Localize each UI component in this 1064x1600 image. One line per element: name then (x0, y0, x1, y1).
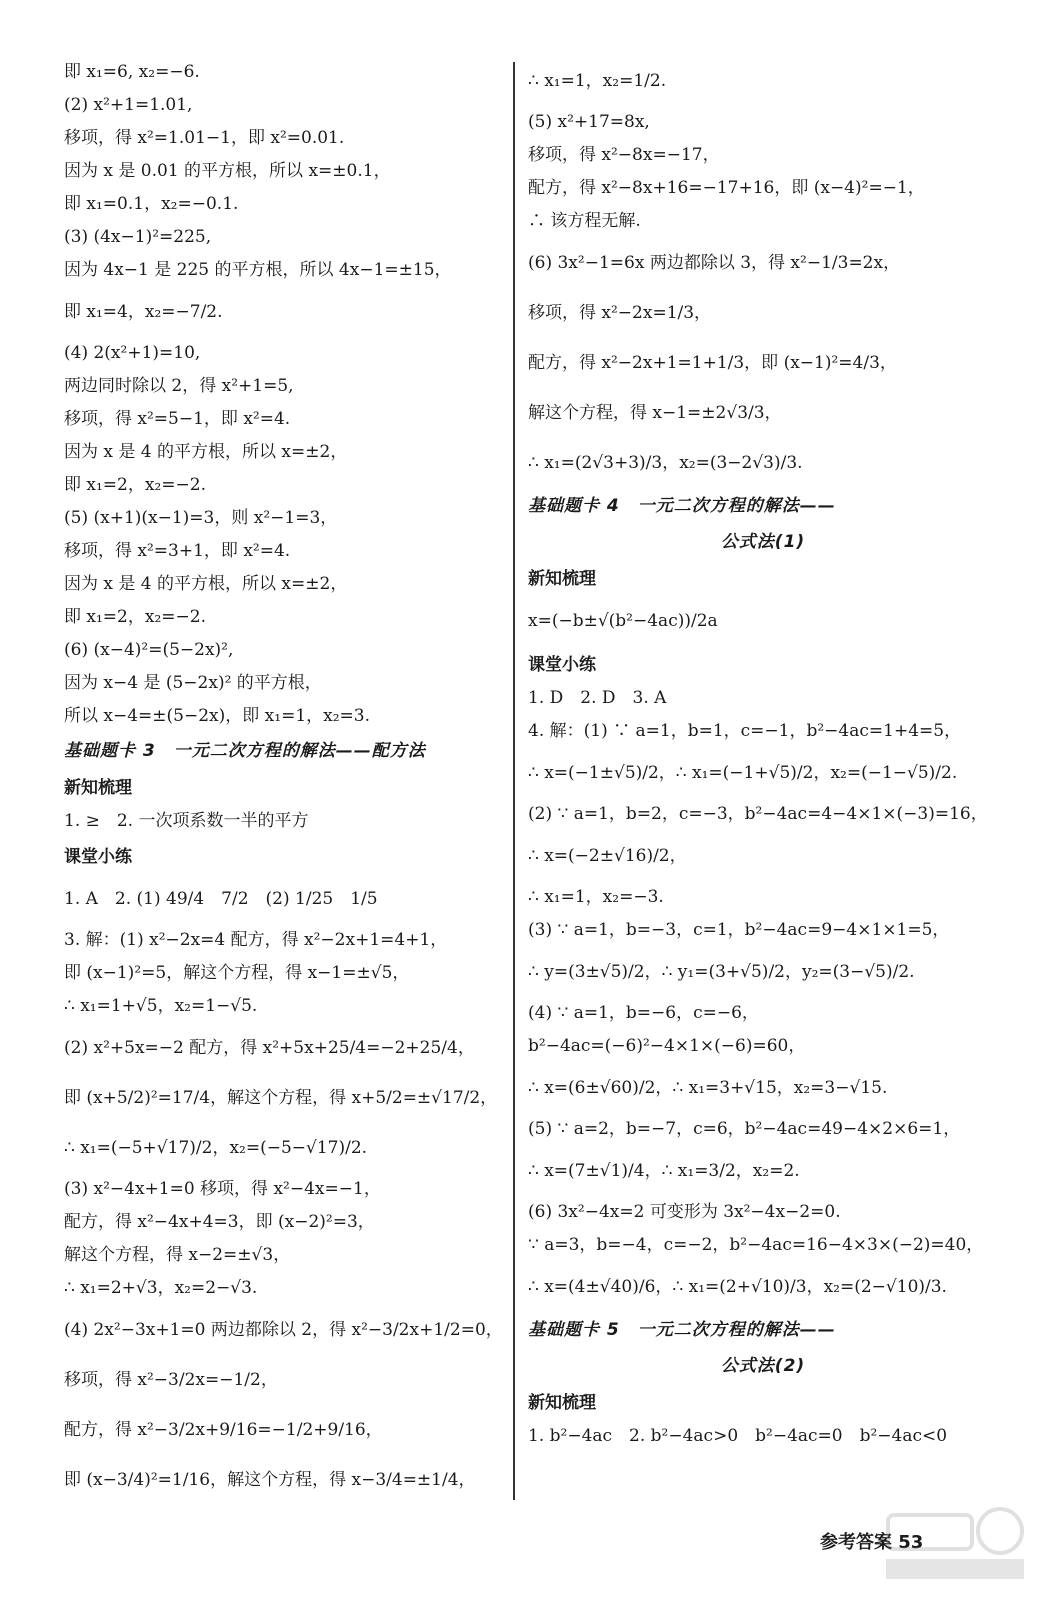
section-heading: 新知梳理 (64, 778, 132, 798)
answer-line: ∴ x₁=2+√3，x₂=2−√3. (64, 1278, 258, 1298)
answer-line: (3) x²−4x+1=0 移项，得 x²−4x=−1， (64, 1179, 381, 1199)
answer-line: 所以 x−4=±(5−2x)，即 x₁=1，x₂=3. (64, 706, 370, 726)
answer-line: 即 x₁=6, x₂=−6. (64, 62, 200, 82)
answer-line: 因为 x 是 0.01 的平方根，所以 x=±0.1， (64, 161, 391, 181)
answer-line: 移项，得 x²−8x=−17， (528, 145, 720, 165)
answer-line: 即 x₁=0.1，x₂=−0.1. (64, 194, 239, 214)
answer-line: (6) (x−4)²=(5−2x)², (64, 640, 234, 660)
answer-line: 因为 x 是 4 的平方根，所以 x=±2， (64, 574, 348, 594)
answer-line: 因为 x 是 4 的平方根，所以 x=±2， (64, 442, 348, 462)
answer-line: x=(−b±√(b²−4ac))/2a (528, 611, 718, 631)
answer-line: (4) 2x²−3x+1=0 两边都除以 2，得 x²−3/2x+1/2=0， (64, 1320, 503, 1340)
answer-line: 即 (x−3/4)²=1/16，解这个方程，得 x−3/4=±1/4， (64, 1470, 476, 1490)
answer-line: 配方，得 x²−4x+4=3，即 (x−2)²=3， (64, 1212, 375, 1232)
answer-line: (3) ∵ a=1，b=−3，c=1，b²−4ac=9−4×1×1=5， (528, 920, 950, 940)
answer-line: 移项，得 x²=5−1，即 x²=4. (64, 409, 291, 429)
page-number: 53 (898, 1532, 924, 1553)
answer-line: 即 x₁=2，x₂=−2. (64, 607, 206, 627)
answer-line: (2) x²+1=1.01, (64, 95, 193, 115)
answer-line: 即 (x+5/2)²=17/4，解这个方程，得 x+5/2=±√17/2， (64, 1088, 498, 1108)
answer-line: 即 x₁=2，x₂=−2. (64, 475, 206, 495)
answer-line: 解这个方程，得 x−2=±√3， (64, 1245, 291, 1265)
answer-line: ∴ x₁=(−5+√17)/2，x₂=(−5−√17)/2. (64, 1138, 368, 1158)
answer-line: 移项，得 x²−2x=1/3， (528, 303, 712, 323)
answer-line: (5) (x+1)(x−1)=3，则 x²−1=3， (64, 508, 338, 528)
answer-line: 即 (x−1)²=5，解这个方程，得 x−1=±√5， (64, 963, 410, 983)
answer-line: 因为 x−4 是 (5−2x)² 的平方根， (64, 673, 322, 693)
answer-line: 移项，得 x²=1.01−1，即 x²=0.01. (64, 128, 345, 148)
right-column (528, 56, 998, 1453)
answer-line: ∴ x=(4±√40)/6，∴ x₁=(2+√10)/3，x₂=(2−√10)/3. (528, 1277, 947, 1297)
answer-line: (4) 2(x²+1)=10, (64, 343, 201, 363)
answer-line: (3) (4x−1)²=225, (64, 227, 212, 247)
answer-line: ∵ a=3，b=−4，c=−2，b²−4ac=16−4×3×(−2)=40， (528, 1235, 984, 1255)
answer-line: (4) ∵ a=1，b=−6，c=−6， (528, 1003, 759, 1023)
answer-line: 移项，得 x²−3/2x=−1/2， (64, 1370, 278, 1390)
answer-line: 解这个方程，得 x−1=±2√3/3， (528, 403, 782, 423)
answer-line: ∴ y=(3±√5)/2，∴ y₁=(3+√5)/2，y₂=(3−√5)/2. (528, 962, 915, 982)
answer-line: (6) 3x²−1=6x 两边都除以 3，得 x²−1/3=2x， (528, 253, 901, 273)
watermark-logo (880, 1505, 1030, 1585)
answer-line: ∴ x=(−1±√5)/2，∴ x₁=(−1+√5)/2，x₂=(−1−√5)/2. (528, 763, 958, 783)
answer-line: (5) ∵ a=2，b=−7，c=6，b²−4ac=49−4×2×6=1， (528, 1119, 961, 1139)
column-divider (513, 62, 515, 1500)
answer-line: 配方，得 x²−8x+16=−17+16，即 (x−4)²=−1， (528, 178, 925, 198)
answer-line: 配方，得 x²−2x+1=1+1/3，即 (x−1)²=4/3， (528, 353, 897, 373)
card-title: 基础题卡 3 一元二次方程的解法——配方法 (64, 741, 426, 761)
answer-line: 两边同时除以 2，得 x²+1=5, (64, 376, 294, 396)
card-title: 基础题卡 4 一元二次方程的解法—— (528, 496, 836, 516)
answer-line: ∴ x=(7±√1)/4，∴ x₁=3/2，x₂=2. (528, 1161, 800, 1181)
answer-line: ∴ x₁=1，x₂=−3. (528, 887, 664, 907)
section-heading: 新知梳理 (528, 1393, 596, 1413)
card-subtitle: 公式法(1) (720, 532, 806, 552)
answer-line: 1. b²−4ac 2. b²−4ac>0 b²−4ac=0 b²−4ac<0 (528, 1426, 948, 1446)
answer-line: ∴ x₁=(2√3+3)/3，x₂=(3−2√3)/3. (528, 453, 803, 473)
answer-line: (2) ∵ a=1，b=2，c=−3，b²−4ac=4−4×1×(−3)=16， (528, 804, 988, 824)
answer-line: (6) 3x²−4x=2 可变形为 3x²−4x−2=0. (528, 1202, 841, 1222)
left-column (64, 56, 504, 1505)
answer-line: b²−4ac=(−6)²−4×1×(−6)=60， (528, 1036, 806, 1056)
answer-line: 1. ≥ 2. 一次项系数一半的平方 (64, 811, 309, 831)
answer-line: 3. 解：(1) x²−2x=4 配方，得 x²−2x+1=4+1， (64, 930, 448, 950)
answer-line: 移项，得 x²=3+1，即 x²=4. (64, 541, 291, 561)
footer-label: 参考答案 (820, 1532, 892, 1553)
answer-line: (5) x²+17=8x, (528, 112, 650, 132)
answer-line: 配方，得 x²−3/2x+9/16=−1/2+9/16， (64, 1420, 383, 1440)
card-title: 基础题卡 5 一元二次方程的解法—— (528, 1320, 836, 1340)
section-heading: 课堂小练 (528, 655, 596, 675)
answer-line: ∴ x=(6±√60)/2，∴ x₁=3+√15，x₂=3−√15. (528, 1078, 888, 1098)
answer-line: 即 x₁=4，x₂=−7/2. (64, 302, 223, 322)
card-subtitle: 公式法(2) (720, 1356, 806, 1376)
section-heading: 新知梳理 (528, 569, 596, 589)
answer-line: 1. A 2. (1) 49/4 7/2 (2) 1/25 1/5 (64, 889, 378, 909)
answer-line: 因为 4x−1 是 225 的平方根，所以 4x−1=±15， (64, 260, 452, 280)
answer-line: 1. D 2. D 3. A (528, 688, 667, 708)
answer-line: ∴ x₁=1，x₂=1/2. (528, 71, 667, 91)
answer-line: ∴ x₁=1+√5，x₂=1−√5. (64, 996, 258, 1016)
answer-line: 4. 解：(1) ∵ a=1，b=1，c=−1，b²−4ac=1+4=5， (528, 721, 962, 741)
section-heading: 课堂小练 (64, 847, 132, 867)
answer-line: ∴ x=(−2±√16)/2， (528, 846, 687, 866)
answer-line: (2) x²+5x=−2 配方，得 x²+5x+25/4=−2+25/4， (64, 1038, 475, 1058)
answer-line: ∴ 该方程无解. (528, 211, 641, 231)
